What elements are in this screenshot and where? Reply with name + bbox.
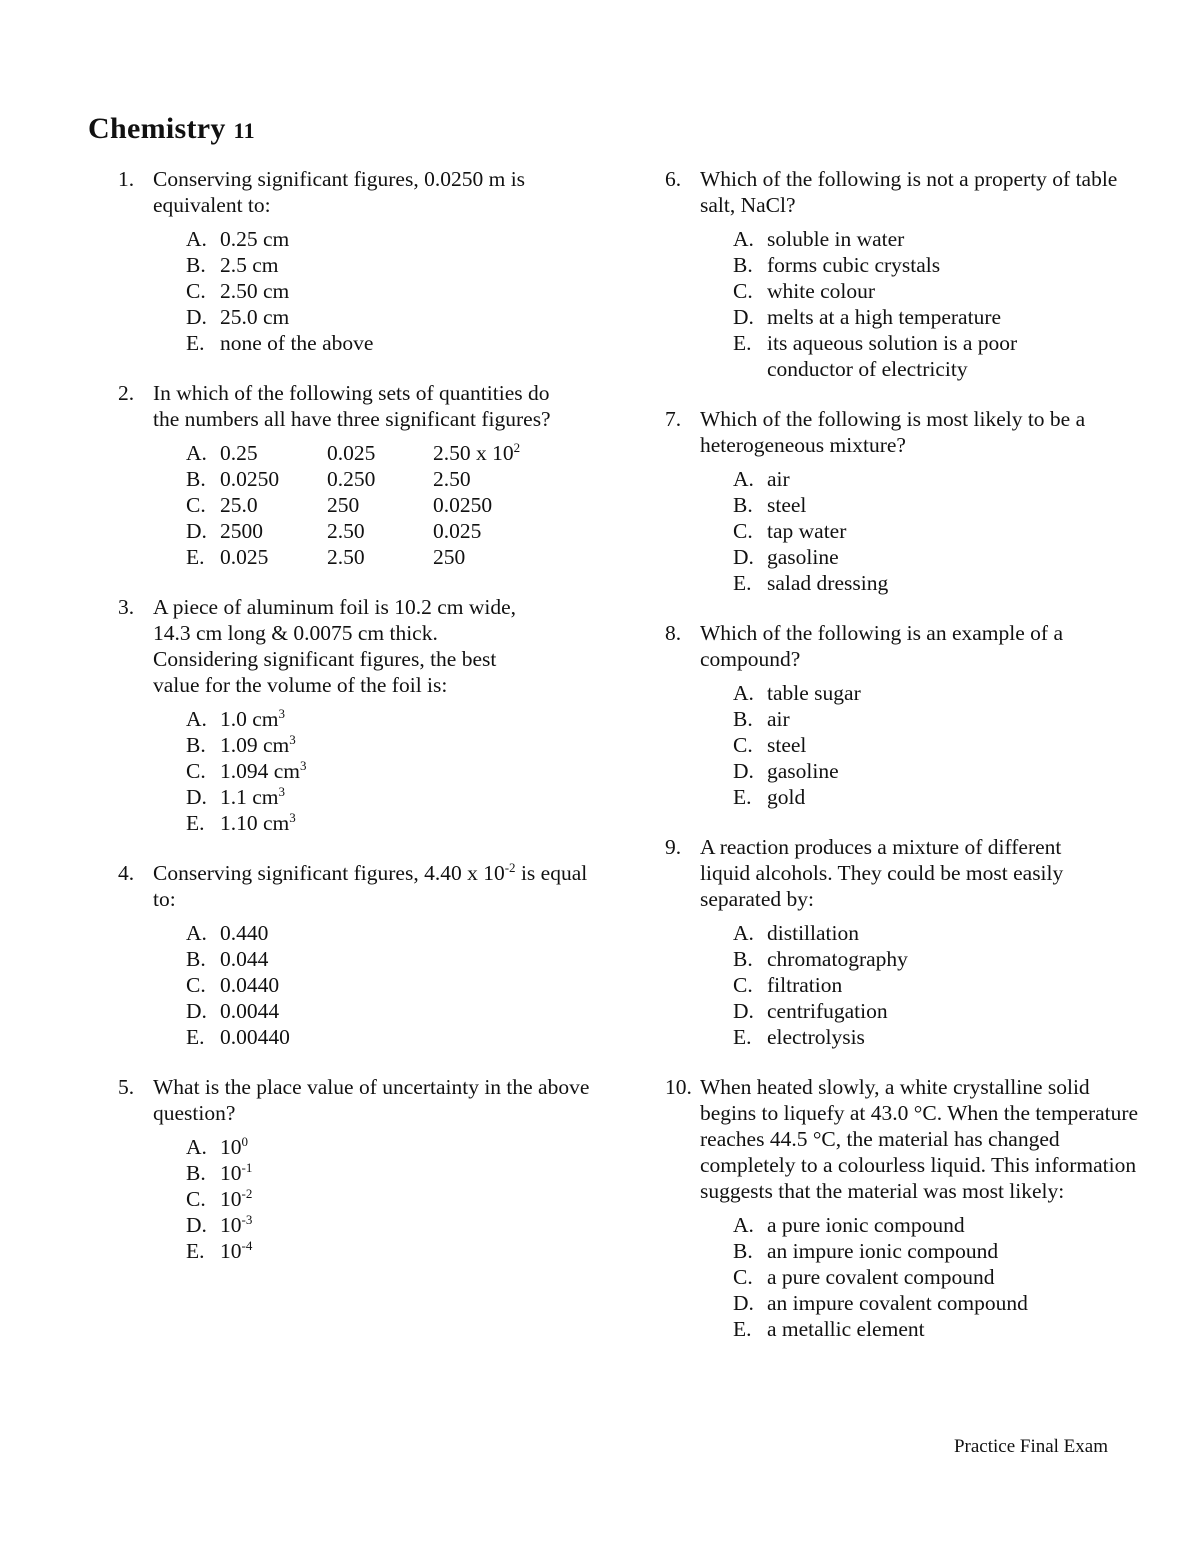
option-text: a pure covalent compound	[767, 1265, 995, 1289]
option-text: air	[767, 467, 790, 491]
option-text: none of the above	[220, 331, 374, 355]
option-letter: C.	[186, 493, 206, 517]
option-list	[186, 226, 583, 356]
option-b[interactable]	[186, 1160, 593, 1186]
option-letter: B.	[733, 947, 753, 971]
option-value-3	[433, 492, 553, 518]
option-letter: A.	[733, 921, 754, 945]
option-letter: A.	[186, 227, 207, 251]
option-c[interactable]	[186, 278, 583, 304]
question-stem: A reaction produces a mixture of different liquid alcohols. They could be most easily separated by:	[700, 835, 1064, 911]
option-exponent: 3	[278, 706, 286, 721]
option-a[interactable]	[733, 226, 1140, 252]
option-text: 1.10 cm	[220, 811, 290, 835]
option-letter: B.	[733, 253, 753, 277]
option-c[interactable]	[733, 1264, 1145, 1290]
option-letter: D.	[186, 999, 207, 1023]
option-letter: C.	[733, 733, 753, 757]
option-text: 2.50 cm	[220, 279, 290, 303]
option-text: 2.5 cm	[220, 253, 279, 277]
stem-text-end: is equal to:	[153, 861, 588, 911]
question-number: 2.	[118, 381, 135, 405]
option-a[interactable]	[186, 1134, 593, 1160]
option-letter: C.	[186, 759, 206, 783]
option-text: soluble in water	[767, 227, 905, 251]
option-text: 1.0 cm	[220, 707, 279, 731]
question-6	[665, 166, 1140, 382]
option-text: 0.044	[220, 947, 269, 971]
option-letter: C.	[186, 973, 206, 997]
question-2	[118, 380, 553, 570]
option-b[interactable]	[733, 252, 1140, 278]
option-letter: B.	[186, 467, 206, 491]
option-text: air	[767, 707, 790, 731]
option-letter: E.	[186, 1239, 205, 1263]
option-letter: A.	[186, 921, 207, 945]
option-letter: E.	[186, 545, 205, 569]
option-exponent: 3	[289, 810, 296, 825]
option-c[interactable]	[733, 732, 1140, 758]
option-d[interactable]	[733, 304, 1140, 330]
option-value-2: 2.50	[327, 519, 365, 543]
option-text: 10	[220, 1135, 242, 1159]
option-text: a metallic element	[767, 1317, 925, 1341]
question-stem: Which of the following is an example of a compound?	[700, 621, 1064, 671]
option-letter: B.	[186, 253, 206, 277]
option-text: white colour	[767, 279, 876, 303]
question-stem: Which of the following is most likely to be a heterogeneous mixture?	[700, 407, 1086, 457]
option-letter: A.	[186, 441, 207, 465]
question-3	[118, 594, 593, 836]
option-value-1: 25.0	[220, 493, 258, 517]
option-b[interactable]	[733, 492, 1140, 518]
option-value-2: 0.025	[327, 441, 376, 465]
option-letter: B.	[733, 1239, 753, 1263]
option-text: a pure ionic compound	[767, 1213, 965, 1237]
option-letter: E.	[733, 571, 752, 595]
question-number: 3.	[118, 595, 135, 619]
option-value-2: 250	[327, 493, 360, 517]
option-text: filtration	[767, 973, 843, 997]
stem-text: Conserving significant figures, 4.40 x 10	[153, 861, 505, 885]
option-e[interactable]	[186, 330, 583, 356]
option-text: 10	[220, 1161, 242, 1185]
option-b[interactable]	[186, 252, 583, 278]
option-e[interactable]	[733, 1024, 1140, 1050]
option-text: 0.0044	[220, 999, 280, 1023]
option-text: 25.0 cm	[220, 305, 290, 329]
option-letter: D.	[733, 1291, 754, 1315]
value-exponent: 2	[513, 440, 521, 455]
option-d[interactable]	[733, 998, 1140, 1024]
option-text: 10	[220, 1213, 242, 1237]
option-value-3	[433, 544, 553, 570]
option-letter: A.	[733, 681, 754, 705]
option-list	[733, 466, 1140, 596]
question-9	[665, 834, 1140, 1050]
option-value-1: 2500	[220, 519, 263, 543]
option-list	[733, 1212, 1145, 1342]
question-number: 6.	[665, 167, 682, 191]
option-text: centrifugation	[767, 999, 888, 1023]
option-a[interactable]	[733, 466, 1140, 492]
option-letter: A.	[186, 1135, 207, 1159]
question-number: 10.	[665, 1075, 692, 1099]
option-letter: A.	[733, 467, 754, 491]
option-a[interactable]	[733, 1212, 1145, 1238]
option-c[interactable]	[186, 758, 593, 784]
option-list	[733, 680, 1140, 810]
option-text: 1.09 cm	[220, 733, 290, 757]
option-text: distillation	[767, 921, 859, 945]
question-stem: A piece of aluminum foil is 10.2 cm wide, 14.3 cm long & 0.0075 cm thick. Considering significant figures, the best value for the volume of the foil is:	[153, 595, 517, 697]
option-text: melts at a high temperature	[767, 305, 1002, 329]
option-letter: C.	[186, 1187, 206, 1211]
option-d[interactable]	[186, 998, 593, 1024]
option-text: 0.25 cm	[220, 227, 290, 251]
option-value-3	[433, 440, 553, 466]
title-text: Chemistry	[88, 112, 226, 145]
option-d[interactable]	[186, 518, 553, 544]
option-d[interactable]	[733, 544, 1140, 570]
option-exponent: 3	[278, 784, 286, 799]
option-letter: D.	[733, 999, 754, 1023]
option-b[interactable]	[733, 706, 1140, 732]
option-list	[733, 226, 1140, 382]
option-text: its aqueous solution is a poor conductor of electricity	[767, 331, 1018, 381]
option-letter: E.	[186, 331, 205, 355]
value-base: 0.0250	[433, 493, 493, 517]
option-text: 10	[220, 1187, 242, 1211]
title-number: 11	[233, 118, 255, 143]
question-1	[118, 166, 583, 356]
question-number: 1.	[118, 167, 135, 191]
option-text: 10	[220, 1239, 242, 1263]
option-text: gasoline	[767, 759, 839, 783]
option-text: steel	[767, 493, 807, 517]
question-stem: In which of the following sets of quantities do the numbers all have three significant figures?	[153, 381, 551, 431]
option-text: electrolysis	[767, 1025, 865, 1049]
option-value-1: 0.0250	[220, 467, 280, 491]
option-value-3	[433, 518, 553, 544]
question-4	[118, 860, 593, 1050]
option-letter: D.	[733, 759, 754, 783]
option-d[interactable]	[186, 1212, 593, 1238]
option-value-3	[433, 466, 553, 492]
option-exponent: -1	[241, 1160, 253, 1175]
option-letter: C.	[733, 279, 753, 303]
option-e[interactable]	[733, 570, 1140, 596]
option-letter: C.	[733, 973, 753, 997]
option-c[interactable]	[733, 972, 1140, 998]
option-letter: E.	[733, 1025, 752, 1049]
option-d[interactable]	[733, 758, 1140, 784]
option-e[interactable]	[186, 810, 593, 836]
option-text: forms cubic crystals	[767, 253, 941, 277]
option-text: 0.00440	[220, 1025, 290, 1049]
question-stem: When heated slowly, a white crystalline solid begins to liquefy at 43.0 °C. When the temperature reaches 44.5 °C, the material has changed completely to a colourless liquid. This information suggests that the material was most likely:	[700, 1075, 1139, 1203]
value-base: 2.50 x 10	[433, 441, 514, 465]
option-c[interactable]	[186, 492, 553, 518]
option-letter: D.	[186, 519, 207, 543]
option-e[interactable]	[186, 1024, 593, 1050]
option-letter: B.	[733, 493, 753, 517]
option-letter: A.	[186, 707, 207, 731]
option-text: tap water	[767, 519, 847, 543]
option-e[interactable]	[733, 784, 1140, 810]
option-letter: A.	[733, 227, 754, 251]
option-c[interactable]	[186, 972, 593, 998]
option-e[interactable]	[186, 544, 553, 570]
question-stem: What is the place value of uncertainty in the above question?	[153, 1075, 590, 1125]
option-exponent: -3	[241, 1212, 253, 1227]
question-number: 5.	[118, 1075, 135, 1099]
left-column	[118, 166, 588, 1264]
option-exponent: 3	[300, 758, 307, 773]
question-stem: Which of the following is not a property of table salt, NaCl?	[700, 167, 1118, 217]
option-text: an impure covalent compound	[767, 1291, 1028, 1315]
option-d[interactable]	[186, 304, 583, 330]
option-list	[733, 920, 1140, 1050]
question-number: 7.	[665, 407, 682, 431]
question-8	[665, 620, 1140, 810]
option-c[interactable]	[733, 278, 1140, 304]
option-d[interactable]	[186, 784, 593, 810]
option-letter: C.	[186, 279, 206, 303]
option-text: chromatography	[767, 947, 908, 971]
option-value-1: 0.025	[220, 545, 269, 569]
question-number: 9.	[665, 835, 682, 859]
option-exponent: -4	[241, 1238, 253, 1253]
option-d[interactable]	[733, 1290, 1145, 1316]
question-stem: Conserving significant figures, 0.0250 m is equivalent to:	[153, 167, 526, 217]
option-b[interactable]	[186, 466, 553, 492]
option-letter: D.	[186, 1213, 207, 1237]
option-grid	[186, 440, 553, 570]
stem-exponent: -2	[504, 860, 516, 875]
option-letter: D.	[733, 305, 754, 329]
option-a[interactable]	[186, 706, 593, 732]
option-c[interactable]	[733, 518, 1140, 544]
option-letter: D.	[733, 545, 754, 569]
option-b[interactable]	[186, 732, 593, 758]
option-b[interactable]	[733, 946, 1140, 972]
option-text: table sugar	[767, 681, 861, 705]
option-letter: B.	[186, 947, 206, 971]
option-text: 0.0440	[220, 973, 280, 997]
option-text: 1.1 cm	[220, 785, 279, 809]
question-7	[665, 406, 1140, 596]
value-base: 250	[433, 545, 466, 569]
option-a[interactable]	[186, 920, 593, 946]
option-letter: B.	[186, 733, 206, 757]
option-a[interactable]	[733, 920, 1140, 946]
option-value-1: 0.25	[220, 441, 258, 465]
option-e[interactable]	[733, 1316, 1145, 1342]
option-letter: E.	[733, 1317, 752, 1341]
option-list	[186, 1134, 593, 1264]
option-exponent: 0	[241, 1134, 248, 1149]
option-letter: C.	[733, 519, 753, 543]
question-stem	[153, 860, 593, 912]
option-b[interactable]	[186, 946, 593, 972]
option-text: an impure ionic compound	[767, 1239, 999, 1263]
question-5	[118, 1074, 593, 1264]
option-letter: D.	[186, 305, 207, 329]
option-b[interactable]	[733, 1238, 1145, 1264]
option-exponent: -2	[241, 1186, 253, 1201]
footer-label: Practice Final Exam	[953, 1436, 1108, 1457]
option-text: steel	[767, 733, 807, 757]
option-text: 1.094 cm	[220, 759, 301, 783]
option-letter: A.	[733, 1213, 754, 1237]
option-letter: B.	[186, 1161, 206, 1185]
option-a[interactable]	[186, 226, 583, 252]
question-number: 8.	[665, 621, 682, 645]
option-text: gold	[767, 785, 806, 809]
value-base: 2.50	[433, 467, 471, 491]
option-text: salad dressing	[767, 571, 889, 595]
option-text: gasoline	[767, 545, 839, 569]
option-exponent: 3	[289, 732, 296, 747]
option-e[interactable]	[186, 1238, 593, 1264]
option-value-2: 2.50	[327, 545, 365, 569]
option-a[interactable]	[186, 440, 553, 466]
option-letter: E.	[186, 1025, 205, 1049]
option-a[interactable]	[733, 680, 1140, 706]
option-letter: E.	[733, 331, 752, 355]
question-10	[665, 1074, 1145, 1342]
right-column	[665, 166, 1139, 1342]
question-number: 4.	[118, 861, 135, 885]
option-letter: D.	[186, 785, 207, 809]
option-list	[186, 920, 593, 1050]
option-letter: C.	[733, 1265, 753, 1289]
option-e[interactable]	[733, 330, 1037, 382]
option-letter: B.	[733, 707, 753, 731]
page-title	[88, 112, 255, 146]
option-letter: E.	[733, 785, 752, 809]
option-letter: E.	[186, 811, 205, 835]
option-list	[186, 706, 593, 836]
option-text: 0.440	[220, 921, 269, 945]
option-value-2: 0.250	[327, 467, 376, 491]
option-c[interactable]	[186, 1186, 593, 1212]
value-base: 0.025	[433, 519, 482, 543]
